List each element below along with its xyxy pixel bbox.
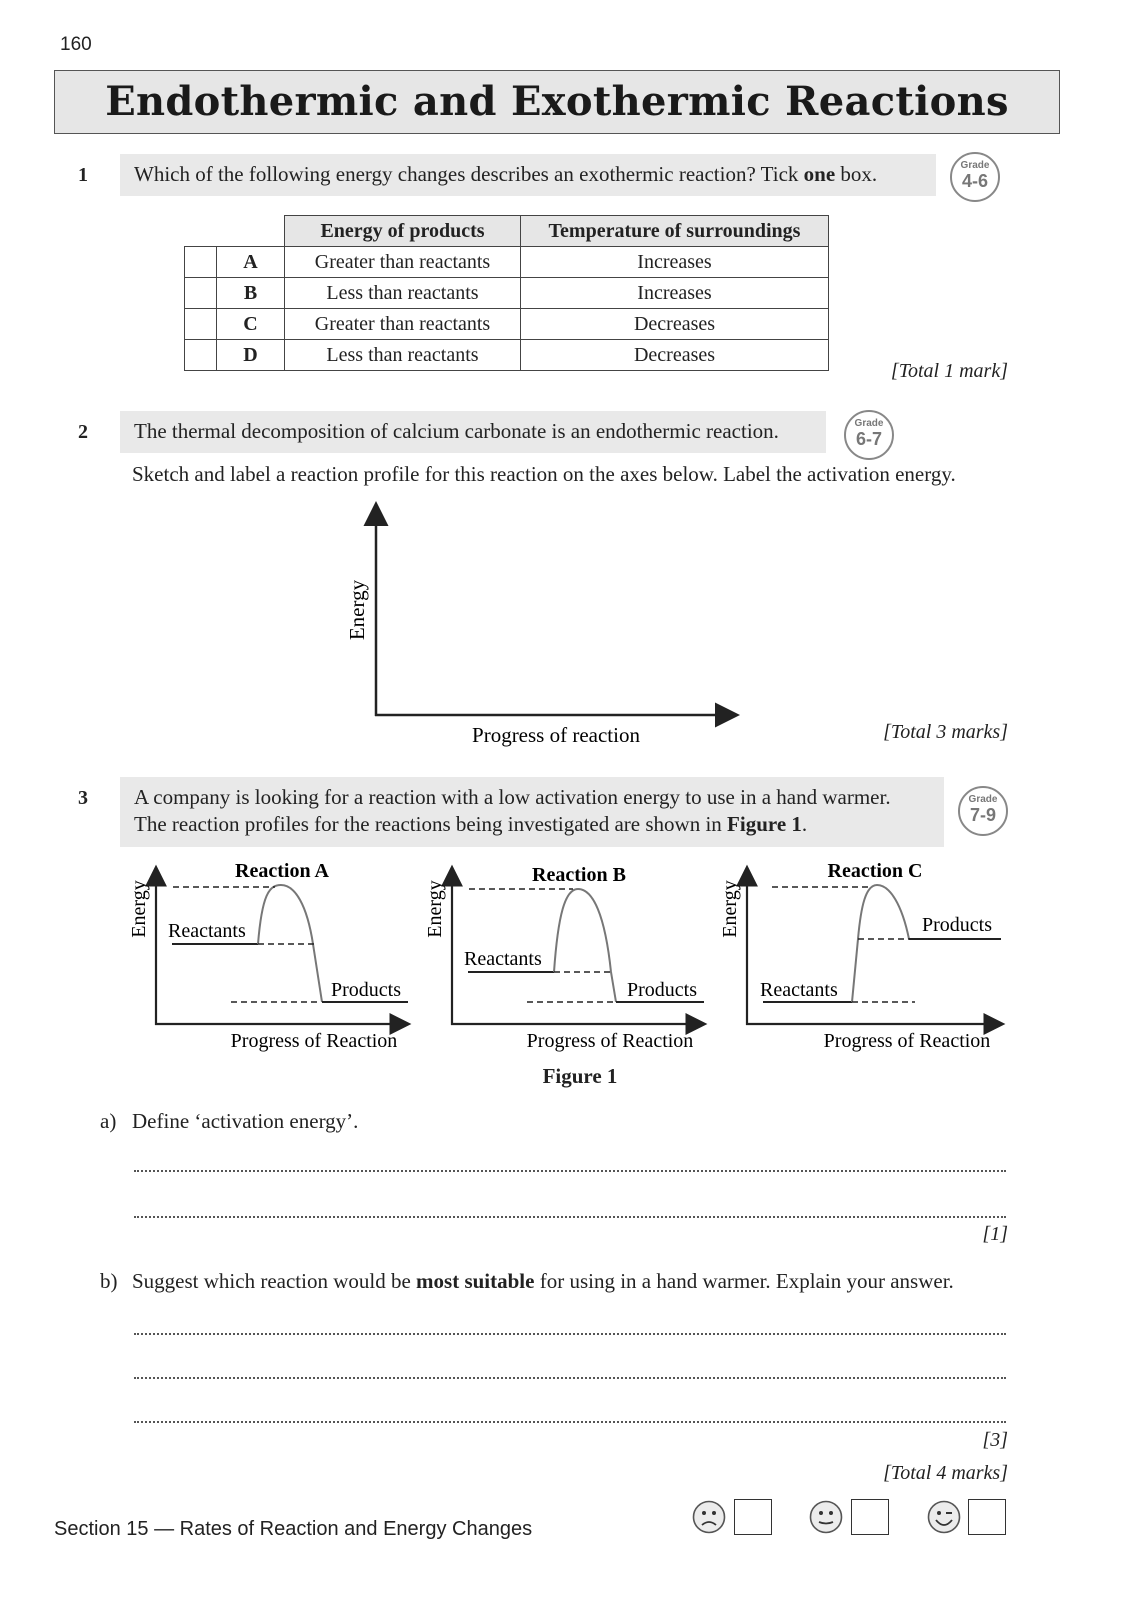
option-letter: D bbox=[217, 340, 285, 371]
answer-line[interactable] bbox=[134, 1170, 1006, 1172]
q1-options-table bbox=[184, 215, 829, 371]
reaction-a-title: Reaction A bbox=[235, 860, 329, 882]
grade-badge-q3 bbox=[958, 786, 1008, 836]
column-header-energy: Energy of products bbox=[285, 216, 521, 247]
x-axis-label: Progress of Reaction bbox=[230, 1030, 398, 1052]
energy-cell: Less than reactants bbox=[285, 278, 521, 309]
option-letter: B bbox=[217, 278, 285, 309]
part-b-marks: [3] bbox=[982, 1429, 1008, 1451]
products-label: Products bbox=[922, 914, 992, 936]
sad-face-icon bbox=[692, 1500, 726, 1534]
q2-sketch-axes[interactable] bbox=[330, 498, 760, 758]
column-header-temperature: Temperature of surroundings bbox=[521, 216, 829, 247]
grade-label: Grade bbox=[960, 160, 990, 171]
answer-line[interactable] bbox=[134, 1333, 1006, 1335]
part-b-bold: most suitable bbox=[416, 1269, 535, 1293]
part-a-question: Define ‘activation energy’. bbox=[132, 1109, 359, 1133]
reactants-label: Reactants bbox=[464, 948, 542, 970]
option-letter: A bbox=[217, 247, 285, 278]
reaction-a-profile bbox=[125, 855, 415, 1060]
question-1-number: 1 bbox=[78, 164, 88, 186]
section-footer: Section 15 — Rates of Reaction and Energy Changes bbox=[54, 1518, 533, 1540]
energy-cell: Greater than reactants bbox=[285, 247, 521, 278]
page-number: 160 bbox=[60, 34, 92, 55]
part-b-question bbox=[132, 1268, 954, 1295]
temperature-cell: Increases bbox=[521, 278, 829, 309]
blank-header bbox=[217, 216, 285, 247]
option-letter: C bbox=[217, 309, 285, 340]
part-a-marks: [1] bbox=[982, 1223, 1008, 1245]
tick-box-not-confident[interactable] bbox=[734, 1499, 772, 1535]
energy-cell: Less than reactants bbox=[285, 340, 521, 371]
y-axis-label: Energy bbox=[719, 880, 741, 938]
q2-total-marks: [Total 3 marks] bbox=[883, 721, 1008, 743]
temperature-cell: Increases bbox=[521, 247, 829, 278]
question-1-prompt bbox=[120, 154, 936, 196]
q1-total-marks: [Total 1 mark] bbox=[890, 360, 1008, 382]
question-2-number: 2 bbox=[78, 421, 88, 443]
y-axis-label: Energy bbox=[424, 880, 446, 938]
part-a-label: a) bbox=[100, 1109, 117, 1133]
grade-badge-q2 bbox=[844, 410, 894, 460]
tick-box-c[interactable] bbox=[185, 309, 217, 340]
reaction-b-title: Reaction B bbox=[532, 864, 626, 886]
q3-line-2 bbox=[134, 811, 930, 838]
energy-curve bbox=[852, 885, 909, 1002]
x-axis-label: Progress of Reaction bbox=[526, 1030, 694, 1052]
grade-range: 4-6 bbox=[961, 171, 988, 191]
happy-face-icon bbox=[927, 1500, 961, 1534]
tick-box-b[interactable] bbox=[185, 278, 217, 309]
tick-box-fairly-confident[interactable] bbox=[851, 1499, 889, 1535]
grade-badge-q1 bbox=[950, 152, 1000, 202]
table-row bbox=[185, 340, 829, 371]
q1-text: Which of the following energy changes describes an exothermic reaction? Tick bbox=[134, 162, 804, 186]
blank-header bbox=[185, 216, 217, 247]
question-3-number: 3 bbox=[78, 787, 88, 809]
reaction-b-profile bbox=[421, 855, 711, 1060]
answer-line[interactable] bbox=[134, 1377, 1006, 1379]
reactants-label: Reactants bbox=[168, 920, 246, 942]
tick-box-a[interactable] bbox=[185, 247, 217, 278]
reactants-label: Reactants bbox=[760, 979, 838, 1001]
x-axis-label: Progress of reaction bbox=[472, 723, 640, 747]
grade-label: Grade bbox=[968, 794, 998, 805]
figure-caption: Figure 1 bbox=[542, 1064, 618, 1088]
grade-label: Grade bbox=[854, 418, 884, 429]
part-b-text-end: for using in a hand warmer. Explain your answer. bbox=[534, 1269, 954, 1293]
table-row bbox=[185, 247, 829, 278]
reaction-c-profile bbox=[716, 855, 1011, 1060]
q1-text-bold: one bbox=[803, 162, 836, 186]
x-axis-label: Progress of Reaction bbox=[823, 1030, 991, 1052]
answer-line[interactable] bbox=[134, 1216, 1006, 1218]
question-2-prompt: The thermal decomposition of calcium carbonate is an endothermic reaction. bbox=[120, 411, 826, 453]
q3-total-marks: [Total 4 marks] bbox=[883, 1462, 1008, 1484]
tick-box-very-confident[interactable] bbox=[968, 1499, 1006, 1535]
products-label: Products bbox=[331, 979, 401, 1001]
part-b-text: Suggest which reaction would be bbox=[132, 1269, 417, 1293]
table-row bbox=[185, 309, 829, 340]
energy-cell: Greater than reactants bbox=[285, 309, 521, 340]
q3-line-2-text: The reaction profiles for the reactions being investigated are shown in bbox=[134, 812, 728, 836]
q1-text-end: box. bbox=[835, 162, 878, 186]
grade-range: 6-7 bbox=[855, 429, 882, 449]
products-label: Products bbox=[627, 979, 697, 1001]
energy-curve bbox=[554, 889, 616, 1002]
table-header-row bbox=[185, 216, 829, 247]
q3-line-1: A company is looking for a reaction with a low activation energy to use in a hand warmer. bbox=[134, 785, 891, 809]
tick-box-d[interactable] bbox=[185, 340, 217, 371]
reaction-c-title: Reaction C bbox=[827, 860, 923, 882]
part-b-label: b) bbox=[100, 1269, 118, 1293]
y-axis-label: Energy bbox=[128, 880, 150, 938]
y-axis-label: Energy bbox=[345, 579, 369, 641]
neutral-face-icon bbox=[809, 1500, 843, 1534]
q3-line-2-end: . bbox=[801, 812, 808, 836]
answer-line[interactable] bbox=[134, 1421, 1006, 1423]
q2-instruction: Sketch and label a reaction profile for this reaction on the axes below. Label the activation energy. bbox=[132, 462, 956, 486]
question-3-prompt bbox=[120, 777, 944, 847]
temperature-cell: Decreases bbox=[521, 309, 829, 340]
page-title: Endothermic and Exothermic Reactions bbox=[105, 78, 1009, 125]
grade-range: 7-9 bbox=[969, 805, 996, 825]
q3-figure-ref: Figure 1 bbox=[727, 812, 802, 836]
temperature-cell: Decreases bbox=[521, 340, 829, 371]
table-row bbox=[185, 278, 829, 309]
